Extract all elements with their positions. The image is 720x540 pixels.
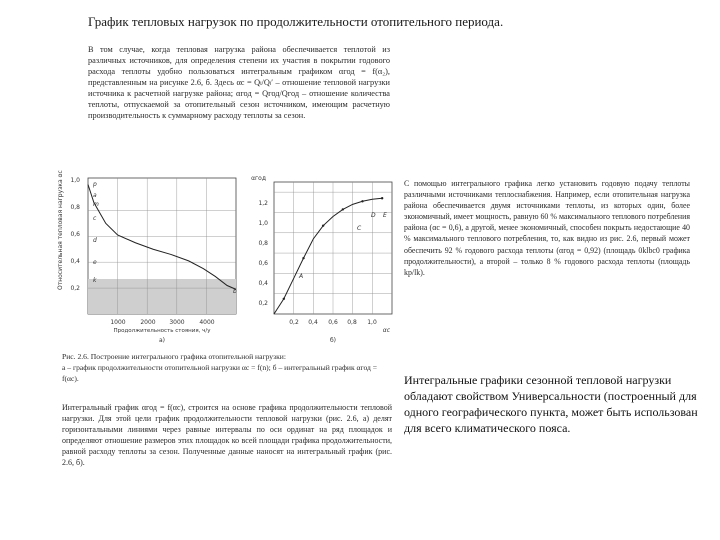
chart-b-xtick: 1,0 (367, 319, 377, 326)
chart-a-ytick: 1,0 (70, 177, 80, 184)
chart-a-point-label: p (93, 181, 97, 188)
chart-a-point-label: e (93, 259, 97, 266)
chart-a-point-label: a (93, 192, 97, 199)
chart-b-ytick: 0,4 (258, 280, 268, 287)
chart-b-ytick: 1,2 (258, 200, 268, 207)
scan-text-intro (88, 44, 390, 121)
chart-b-xtick: 0,8 (347, 319, 357, 326)
chart-b-xtick: 0,2 (289, 319, 299, 326)
scan-text-bottom (62, 402, 392, 468)
chart-b-point-label: A (299, 273, 304, 280)
chart-b-xlabel: αс (382, 327, 390, 334)
slide-title: График тепловых нагрузок по продолжительности отопительного периода. (88, 14, 504, 29)
chart-a-ytick: 0,2 (70, 285, 80, 292)
chart-b-grid (274, 182, 392, 314)
chart-b-ytick: 0,2 (258, 300, 268, 307)
chart-a-point-label: m (93, 201, 99, 208)
caption-line-1: Рис. 2.6. Построение интегрального графика отопительной нагрузки: (62, 352, 286, 361)
right-paragraph: С помощью интегрального графика легко установить годовую подачу теплоты различными источниками теплоснабжения. Например, если отопительная нагрузка района обеспечивается двумя источниками теплоты, из которых один, более экономичный, имеет мощность, равную 60 % максимального теплового потребления района (αс = 0,6), а другой, менее экономичный, способен покрыть недостающие 40 % максимального теплового потребления, то, как видно из рис. 2.6, первый может обеспечить 92 % годового расхода теплоты (αгод = 0,92) (площадь 0klbc0 графика продолжительности), а второй – только 8 % годового расхода теплоты (площадь kp/lk). (404, 179, 690, 277)
chart-b-ytick: 0,6 (258, 260, 268, 267)
chart-b-xtick: 0,6 (328, 319, 338, 326)
bottom-paragraph: Интегральный график αгод = f(αс), строится на основе графика продолжительности тепловой нагрузки. Для этой цели график продолжительности тепловой нагрузки (рис. 2.6, а) делят горизонтальными линиями через равные интервалы по оси ординат на ряд площадок и определяют отношение размеров этих площадок ко всей площади графика продолжительности, равной расходу теплоты за сезон. Полученные данные наносят на интегральный график (рис. 2.6, б). (62, 403, 392, 467)
intro-paragraph: В том случае, когда тепловая нагрузка района обеспечивается теплотой из различных источников, для определения степени их участия в покрытии годового расхода теплоты удобно пользоваться интегральным графиком αгод = f(α₂), представленным на рисунке 2.6, б. Здесь αс = Qₗ/Qₗ′ – отношение тепловой нагрузки источника к расчетной нагрузке района; αгод = Qгод/Qгод – отношение количества теплоты, отпускаемой за отопительный сезон источником, имеющим расчетную производительность к суммарному расходу теплоты за сезон. (88, 45, 390, 120)
chart-a-xlabel: Продолжительность стояния, ч/у (113, 328, 211, 334)
chart-b-ytick: 1,0 (258, 220, 268, 227)
chart-a-ytick: 0,4 (70, 258, 80, 265)
chart-a-point-label: b (233, 288, 237, 295)
chart-a-point-label: k (93, 277, 97, 284)
chart-b (251, 175, 392, 344)
chart-a-curve (88, 184, 236, 289)
note-text: Интегральные графики сезонной тепловой нагрузки обладают свойством Универсальности (построенный для одного географического пункта, может быть использован для всего климатического пояса. (404, 373, 698, 435)
chart-b-curve (274, 198, 382, 314)
chart-b-point-label: E (383, 212, 387, 219)
chart-a-ytick: 0,6 (70, 231, 80, 238)
chart-b-point-label: D (371, 212, 376, 219)
figure-caption (62, 351, 392, 384)
chart-a-base-fill (88, 279, 236, 314)
chart-b-ylabel: αгод (251, 175, 266, 182)
caption-line-2: а – график продолжительности отопительной нагрузки αс = f(n); б – интегральный график αгод = f(αс). (62, 363, 378, 383)
chart-b-panel-label: б) (329, 337, 337, 344)
chart-a-xtick: 1000 (110, 319, 126, 326)
chart-a (57, 170, 237, 344)
chart-b-ytick: 0,8 (258, 240, 268, 247)
chart-a-ylabel: Относительная тепловая нагрузка αс (57, 170, 64, 290)
chart-a-ytick: 0,8 (70, 204, 80, 211)
figure-2-6 (52, 170, 397, 350)
chart-a-xtick: 3000 (169, 319, 185, 326)
chart-a-panel-label: а) (158, 337, 166, 344)
chart-a-point-label: c (93, 215, 97, 222)
chart-a-point-label: d (93, 237, 97, 244)
chart-a-xtick: 4000 (199, 319, 215, 326)
chart-b-xtick: 0,4 (308, 319, 318, 326)
chart-b-point-label: C (357, 225, 362, 232)
chart-a-xtick: 2000 (140, 319, 156, 326)
scan-text-right (404, 178, 690, 278)
